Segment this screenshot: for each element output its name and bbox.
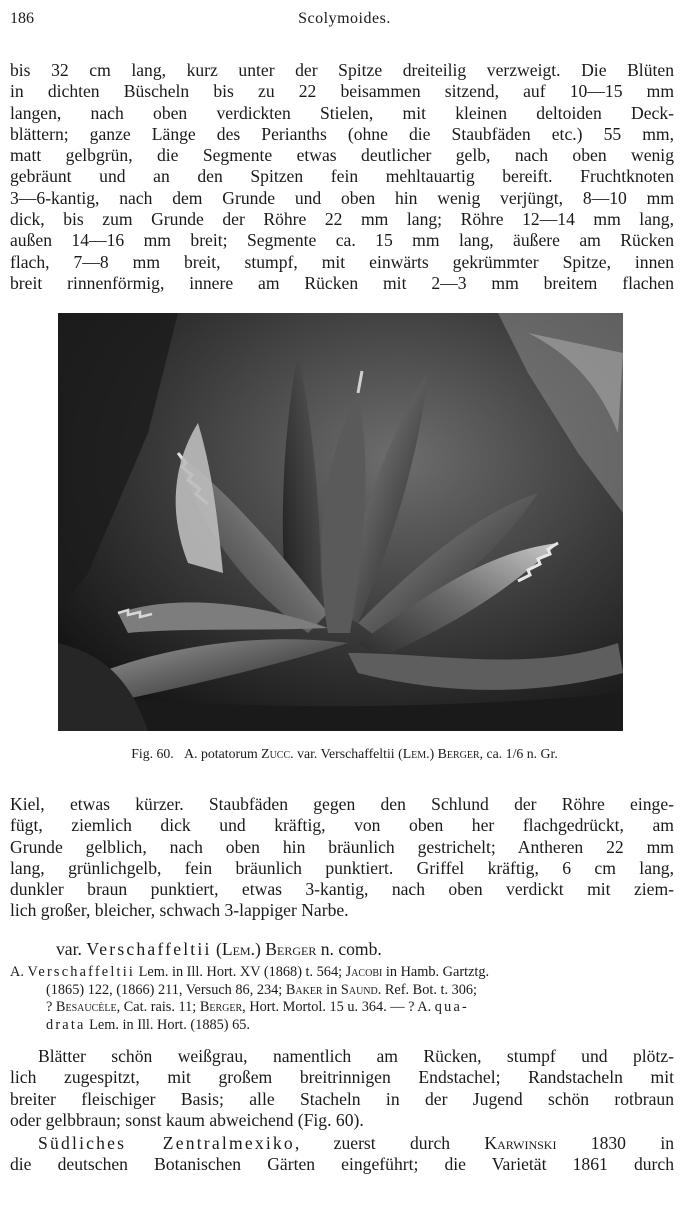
text-line: Grunde gelblich, nach oben hin bräunlich gestrichelt; Antheren 22 mm (10, 836, 674, 857)
text-line: lich großer, bleicher, schwach 3-lappiger Narbe. (10, 900, 349, 921)
paragraph-description-flowers (10, 60, 674, 294)
synonym-author: Saund. (340, 981, 382, 998)
text-line: dick, bis zum Grunde der Röhre 22 mm lang; Röhre 12—14 mm lang, (10, 209, 674, 230)
variety-prefix: var. (56, 939, 82, 959)
agave-plant-illustration (58, 313, 623, 731)
synonym-citation: in Hamb. Gartztg. (382, 964, 490, 980)
variety-author-open: ( (215, 939, 222, 959)
variety-name: Verschaffeltii (86, 939, 212, 959)
text-line: lang, grünlichgelb, fein bräunlich punktiert. Griffel kräftig, 6 cm lang, (10, 857, 674, 878)
synonymy-block (10, 964, 678, 1034)
text-line: lich zugespitzt, mit großem breitrinnigen Endstachel; Randstacheln mit (10, 1067, 674, 1088)
text-line (10, 1133, 674, 1154)
synonym-citation: , Hort. Mortol. 15 u. 364. — ? A. (242, 999, 435, 1015)
paragraph-variety-description (10, 1046, 674, 1131)
text-line: außen 14—16 mm breit; Segmente ca. 15 mm lang, äußere am Rücken (10, 230, 674, 251)
text-line: Kiel, etwas kürzer. Staubfäden gegen den Schlund der Röhre einge- (10, 794, 674, 814)
text-line: blättern; ganze Länge des Perianths (ohne die Staubfäden etc.) 55 mm, (10, 123, 674, 144)
synonym-author: Berger (199, 999, 243, 1015)
synonymy-line (10, 1017, 678, 1035)
synonym-citation: (1865) 122, (1866) 211, Versuch 86, 234; (46, 981, 286, 998)
text-line: langen, nach oben verdickten Stielen, mit kleinen deltoiden Deck- (10, 102, 674, 123)
variety-author: Lem. (221, 939, 255, 959)
caption-author: Berger (437, 746, 480, 761)
page-number: 186 (10, 10, 34, 27)
variety-author-close: ) (254, 939, 261, 959)
text-line: Blätter schön weißgrau, namentlich am Rücken, stumpf und plötz- (38, 1046, 674, 1066)
synonym-name: Verschaffeltii (27, 964, 136, 980)
caption-taxon: A. potatorum (184, 746, 258, 761)
running-title: Scolymoides. (298, 10, 391, 27)
synonymy-line (10, 999, 678, 1017)
text-line: fügt, ziemlich dick und kräftig, von oben her flachgedrückt, am (10, 815, 674, 836)
figure-agave-photograph (58, 313, 623, 731)
text-run: , zuerst durch (294, 1133, 485, 1153)
text-line: 3—6-kantig, nach dem Grunde und oben hin wenig verjüngt, 8—10 mm (10, 187, 674, 208)
text-line: bis 32 cm lang, kurz unter der Spitze dreiteilig verzweigt. Die Blüten (10, 60, 674, 80)
synonym-author: Besaucèle (55, 999, 117, 1015)
synonym-name: drata (46, 1016, 86, 1033)
text-line: oder gelbbraun; sonst kaum abweichend (Fig. 60). (10, 1109, 364, 1130)
caption-author: Zucc. (261, 746, 294, 761)
synonym-citation: in (322, 981, 341, 998)
running-head (10, 6, 679, 34)
text-line: die deutschen Botanischen Gärten eingeführt; die Varietät 1861 durch (10, 1154, 674, 1175)
variety-status: n. comb. (320, 939, 382, 959)
text-run: 1830 in (556, 1133, 674, 1153)
synonym-author: Jacobi (345, 964, 383, 980)
synonymy-line (10, 964, 678, 982)
variety-combiner: Berger (265, 939, 317, 959)
synonym-author: Baker (285, 981, 323, 998)
caption-scale: , ca. 1/6 n. Gr. (479, 746, 558, 761)
text-line: breit rinnenförmig, innere am Rücken mit 2—3 mm breitem flachen (10, 272, 674, 293)
synonym-citation: ? (46, 999, 56, 1015)
caption-punct: ) (429, 746, 435, 761)
region-name: Südliches Zentralmexiko (38, 1133, 295, 1153)
variety-heading (56, 939, 382, 960)
figure-caption (10, 746, 679, 762)
synonymy-line (10, 982, 678, 1000)
collector-name: Karwinski (484, 1133, 557, 1153)
text-line: gebräunt und an den Spitzen fein mehltauartig bereift. Fruchtknoten (10, 166, 674, 187)
paragraph-description-stamens (10, 794, 674, 922)
text-line: breiter fleischiger Basis; alle Stacheln in der Jugend schön rotbraun (10, 1088, 674, 1109)
synonym-citation: Lem. in Ill. Hort. (1885) 65. (85, 1016, 250, 1033)
synonym-name: qua- (434, 999, 469, 1015)
paragraph-distribution (10, 1133, 674, 1176)
caption-variety: var. Verschaffeltii ( (297, 746, 403, 761)
synonym-citation: Lem. in Ill. Hort. XV (1868) t. 564; (135, 964, 346, 980)
caption-author: Lem. (402, 746, 430, 761)
caption-figure-number: Fig. 60. (131, 746, 174, 761)
text-line: dunkler braun punktiert, etwas 3-kantig, nach oben verdickt mit ziem- (10, 879, 674, 900)
text-line: flach, 7—8 mm breit, stumpf, mit einwärts gekrümmter Spitze, innen (10, 251, 674, 272)
text-line: matt gelbgrün, die Segmente etwas deutlicher gelb, nach oben wenig (10, 145, 674, 166)
text-line: in dichten Büscheln bis zu 22 beisammen sitzend, auf 10—15 mm (10, 81, 674, 102)
synonym-citation: Ref. Bot. t. 306; (381, 981, 478, 998)
synonym-citation: , Cat. rais. 11; (116, 999, 200, 1015)
synonym-genus: A. (10, 964, 28, 980)
